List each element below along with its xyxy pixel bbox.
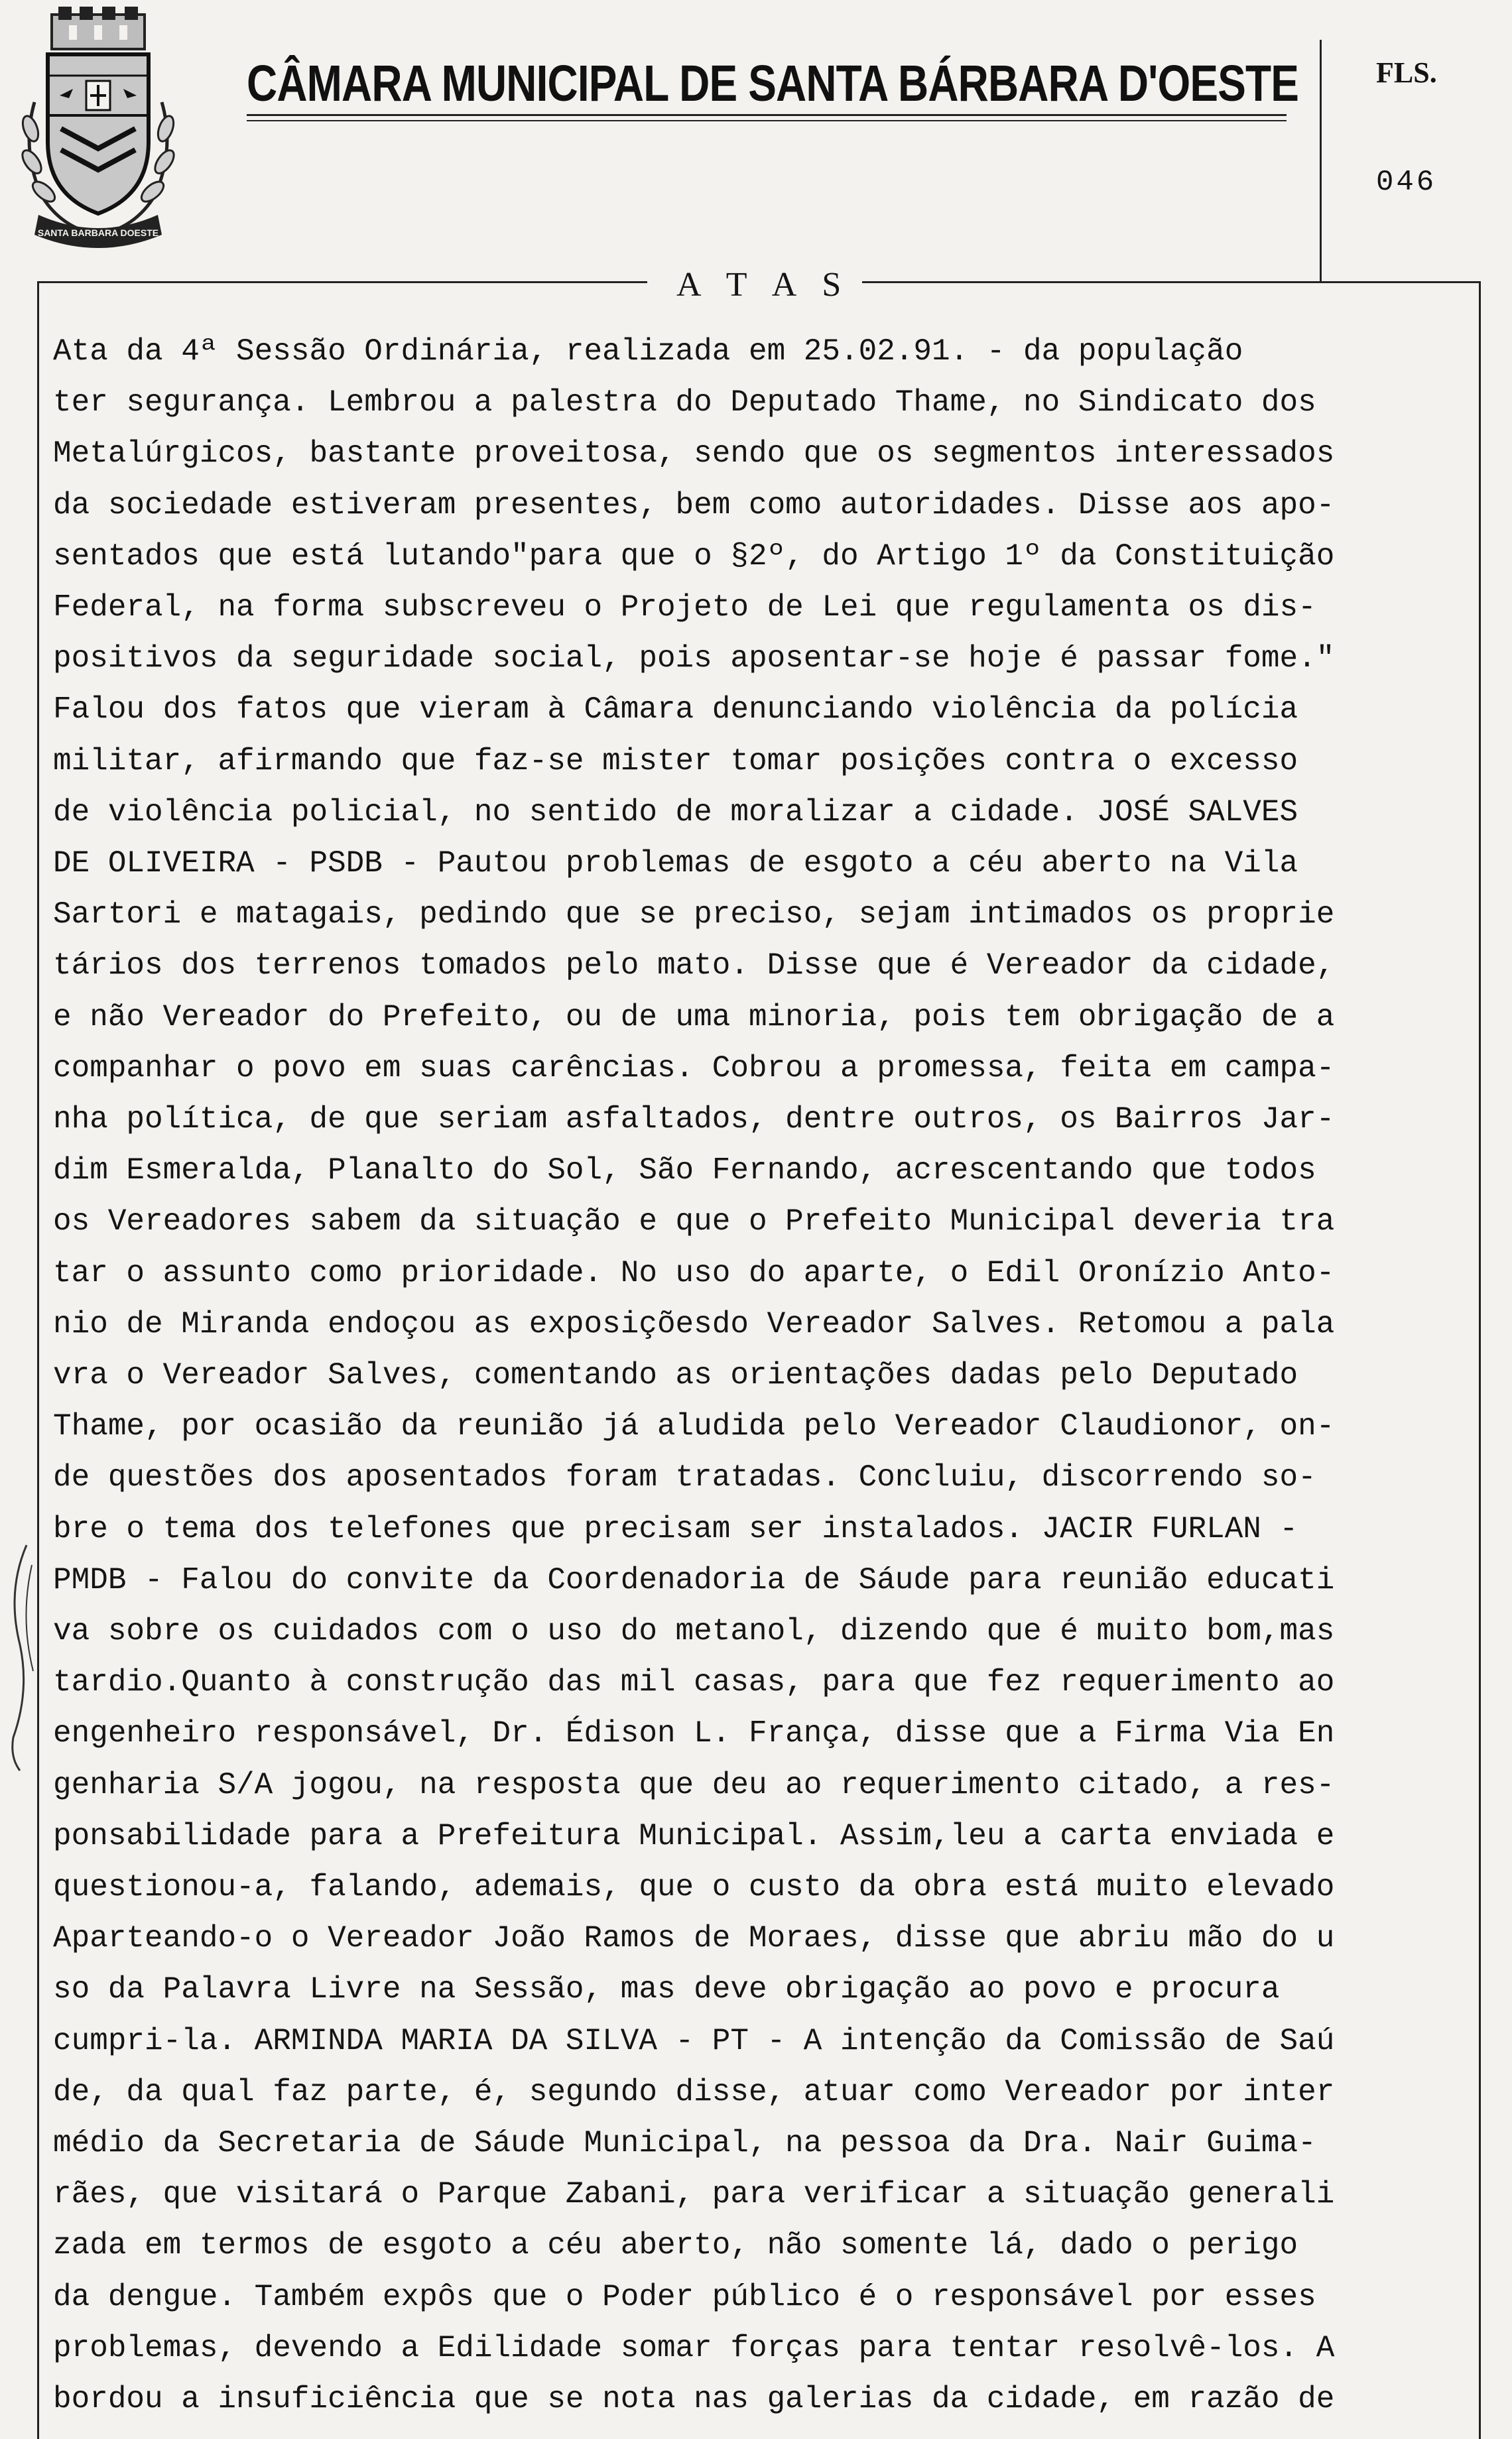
text-line: companhar o povo em suas carências. Cobrou a promessa, feita em campa- [53,1050,1335,1086]
text-line: dim Esmeralda, Planalto do Sol, São Fernando, acrescentando que todos [53,1153,1316,1188]
text-line: Ata da 4ª Sessão Ordinária, realizada em 25.02.91. - da população [53,334,1243,369]
text-line: ter segurança. Lembrou a palestra do Deputado Thame, no Sindicato dos [53,385,1316,420]
text-line: DE OLIVEIRA - PSDB - Pautou problemas de esgoto a céu aberto na Vila [53,846,1298,881]
text-line: Thame, por ocasião da reunião já aludida pelo Vereador Claudionor, on- [53,1409,1335,1444]
text-line: sentados que está lutando"para que o §2º, do Artigo 1º da Constituição [53,538,1335,574]
text-line: cumpri-la. ARMINDA MARIA DA SILVA - PT - A intenção da Comissão de Saú [53,2023,1335,2058]
title-underline [247,114,1287,116]
text-line: os Vereadores sabem da situação e que o Prefeito Municipal deveria tra [53,1204,1335,1239]
text-line: de questões dos aposentados foram tratadas. Concluiu, discorrendo so- [53,1460,1316,1495]
margin-pen-mark [0,1538,53,1777]
text-line: de, da qual faz parte, é, segundo disse, atuar como Vereador por inter [53,2074,1335,2109]
crest-ribbon-text: SANTA BARBARA DOESTE [37,227,159,238]
text-line: ponsabilidade para a Prefeitura Municipal. Assim,leu a carta enviada e [53,1818,1335,1853]
text-line: da dengue. Também expôs que o Poder público é o responsável por esses [53,2279,1316,2314]
text-line: médio da Secretaria de Sáude Municipal, na pessoa da Dra. Nair Guima- [53,2126,1316,2160]
text-line: nio de Miranda endoçou as exposiçõesdo Vereador Salves. Retomou a pala [53,1306,1335,1342]
text-line: problemas, devendo a Edilidade somar forças para tentar resolvê-los. A [53,2330,1335,2365]
text-line: Falou dos fatos que vieram à Câmara denunciando violência da polícia [53,692,1298,727]
text-line: so da Palavra Livre na Sessão, mas deve obrigação ao povo e procura [53,1972,1280,2007]
text-line: Federal, na forma subscreveu o Projeto de Lei que regulamenta os dis- [53,590,1316,625]
frame-top-border-left [37,281,647,283]
text-line: Sartori e matagais, pedindo que se preciso, sejam intimados os proprie [53,897,1335,932]
header-divider [1320,40,1322,282]
frame-left-border [37,281,39,2439]
text-line: da sociedade estiveram presentes, bem como autoridades. Disse aos apo- [53,487,1335,523]
text-line: zada em termos de esgoto a céu aberto, não somente lá, dado o perigo [53,2228,1298,2263]
text-line: positivos da seguridade social, pois aposentar-se hoje é passar fome." [53,641,1335,676]
section-title: A T A S [676,266,851,304]
text-line: Aparteando-o o Vereador João Ramos de Moraes, disse que abriu mão do u [53,1921,1335,1956]
title-underline-secondary [247,120,1287,121]
text-line: PMDB - Falou do convite da Coordenadoria de Sáude para reunião educati [53,1562,1335,1597]
text-line: militar, afirmando que faz-se mister tomar posições contra o excesso [53,743,1298,779]
municipal-coat-of-arms-icon [15,3,182,253]
text-line: va sobre os cuidados com o uso do metanol, dizendo que é muito bom,mas [53,1614,1335,1649]
text-line: genharia S/A jogou, na resposta que deu ao requerimento citado, a res- [53,1767,1335,1802]
text-line: de violência policial, no sentido de moralizar a cidade. JOSÉ SALVES [53,794,1298,830]
text-line: e não Vereador do Prefeito, ou de uma minoria, pois tem obrigação de a [53,999,1335,1034]
folio-number: 046 [1376,166,1437,199]
frame-right-border [1479,281,1481,2439]
text-line: bre o tema dos telefones que precisam ser instalados. JACIR FURLAN - [53,1511,1298,1546]
text-line: tários dos terrenos tomados pelo mato. Disse que é Vereador da cidade, [53,948,1335,983]
text-line: nha política, de que seriam asfaltados, dentre outros, os Bairros Jar- [53,1102,1335,1137]
text-line: questionou-a, falando, ademais, que o custo da obra está muito elevado [53,1870,1335,1905]
text-line: tar o assunto como prioridade. No uso do aparte, o Edil Oronízio Anto- [53,1255,1335,1290]
text-line: tardio.Quanto à construção das mil casas, para que fez requerimento ao [53,1665,1335,1700]
text-line: rães, que visitará o Parque Zabani, para verificar a situação generali [53,2177,1335,2212]
page-title: CÂMARA MUNICIPAL DE SANTA BÁRBARA D'OESTE [247,55,1299,112]
text-line: Metalúrgicos, bastante proveitosa, sendo que os segmentos interessados [53,436,1335,471]
text-line: bordou a insuficiência que se nota nas galerias da cidade, em razão de [53,2382,1335,2416]
text-line: engenheiro responsável, Dr. Édison L. França, disse que a Firma Via En [53,1716,1335,1751]
frame-top-border-right [862,281,1480,283]
text-line: vra o Vereador Salves, comentando as orientações dadas pelo Deputado [53,1358,1298,1393]
folio-label: FLS. [1376,56,1437,89]
